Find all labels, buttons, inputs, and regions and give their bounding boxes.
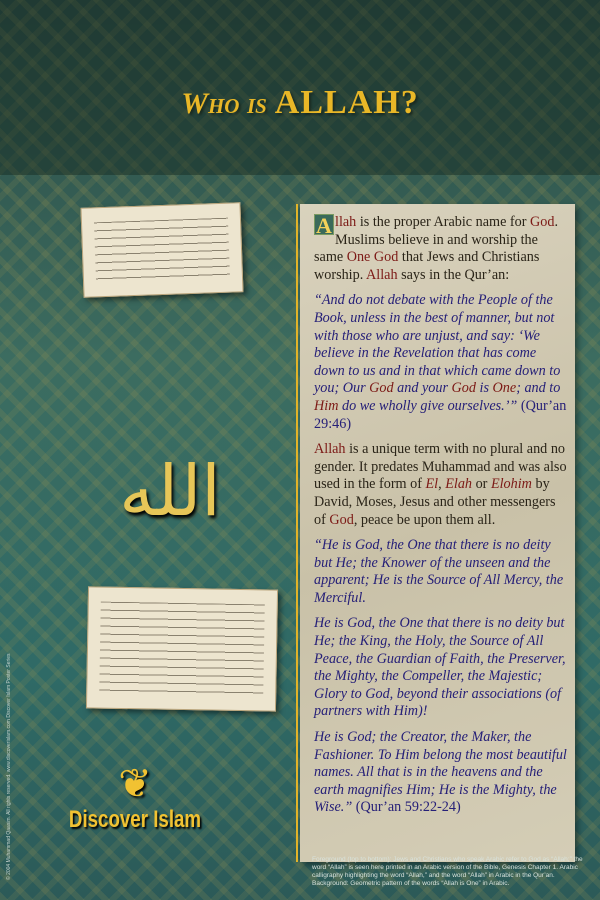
- quote-59-22: “He is God, the One that there is no deity but He; the Knower of the unseen and the apparent; He is the Source of All Mercy, the Merciful.: [314, 537, 564, 606]
- discover-islam-logo: ❦ Discover Islam: [60, 762, 210, 834]
- quran-page-image: [86, 586, 278, 711]
- bible-page-image: [80, 202, 243, 298]
- intro-paragraph: A llah is the proper Arabic name for God. Muslims believe in and worship the same One God that Jews and Christians worship. Allah says in the Qur’an:: [314, 213, 558, 283]
- text-panel: [300, 204, 575, 862]
- divider: [296, 204, 298, 862]
- quote-59-23: He is God, the One that there is no deity but He; the King, the Holy, the Source of All Peace, the Guardian of Faith, the Preserver, the Mighty, the Compeller, the Majestic; Glory to God, beyond their associations (of partners with Him)!: [314, 615, 566, 720]
- copyright-text: © 2004 Muhammad Qaasim. All rights reserved. www.discoverislam.com Discover Islam Poster Series: [6, 653, 12, 880]
- image-caption: Foreground (top to bottom): Jews and Christians who speak Arabic refer to God as “Allah;” the word “Allah” is seen here printed in an Arabic version of the Bible, Genesis Chapter 1. Arabic calligraphy highlighting the word “Allah,” and the word “Allah” in Arabic in the Qur’an. Background: Geometric pattern of the words “Allah is One” in Arabic.: [312, 856, 583, 887]
- unique-term-paragraph: Allah is a unique term with no plural and no gender. It predates Muhammad and was also used in the form of El, Elah or Elohim by David, Moses, Jesus and other messengers of God, peace be upon them all.: [314, 441, 567, 528]
- drop-cap: A: [314, 214, 334, 235]
- allah-calligraphy-image: الله: [119, 450, 221, 532]
- page-title: Who is ALLAH?: [181, 84, 419, 121]
- ornament-icon: ❦: [118, 761, 152, 807]
- quote-29-46: “And do not debate with the People of the Book, unless in the best of manner, but not with those who are unjust, and say: ‘We believe in the Revelation that has come down to us and in that which came down to you; Our God and your God is One; and to Him do we wholly give ourselves.’” (Qur’an 29:46): [314, 292, 567, 432]
- quote-59-24: He is God; the Creator, the Maker, the Fashioner. To Him belong the most beautiful names. All that is in the heavens and the earth magnifies Him; He is the Mighty, the Wise.” (Qur’an 59:22-24): [314, 729, 567, 816]
